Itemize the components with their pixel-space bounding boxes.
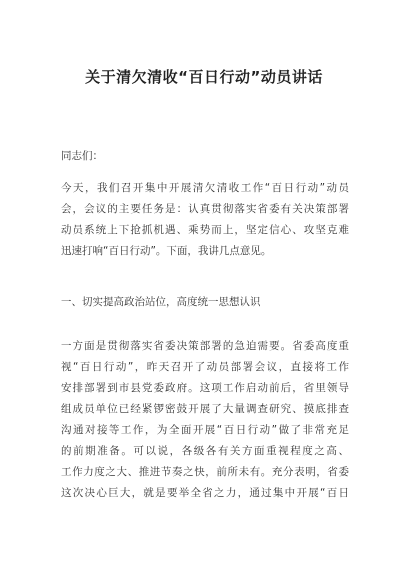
paragraph-line: 工作力度之大、推进节奏之快，前所未有。充分表明，省委 xyxy=(61,466,349,478)
paragraph-line: 这次决心巨大，就是要举全省之力，通过集中开展“百日 xyxy=(61,487,349,499)
paragraph-line: 一方面是贯彻落实省委决策部署的急迫需要。省委高度重 xyxy=(61,340,349,352)
paragraph-line: 动员系统上下抢抓机遇、乘势而上，坚定信心、攻坚克难 xyxy=(61,224,349,236)
paragraph-line: 组成员单位已经紧锣密鼓开展了大量调查研究、摸底排查 xyxy=(61,403,349,415)
paragraph-line: 迅速打响“百日行动”。下面，我讲几点意见。 xyxy=(61,245,272,257)
paragraph-intro xyxy=(61,178,349,262)
paragraph-line: 今天，我们召开集中开展清欠清收工作“百日行动”动员 xyxy=(61,182,349,194)
paragraph-line: 沟通对接等工作，为全面开展“百日行动”做了非常充足 xyxy=(61,424,349,436)
section-heading: 一、切实提高政治站位，高度统一思想认识 xyxy=(61,296,261,308)
paragraph-line: 会，会议的主要任务是：认真贯彻落实省委有关决策部署 xyxy=(61,203,349,215)
paragraph-line: 安排部署到市县党委政府。这项工作启动前后，省里领导 xyxy=(61,382,349,394)
paragraph-line: 视“百日行动”，昨天召开了动员部署会议，直接将工作 xyxy=(61,361,349,373)
paragraph-body xyxy=(61,336,349,504)
paragraph-line: 的前期准备。可以说，各级各有关方面重视程度之高、 xyxy=(61,445,349,457)
document-title: 关于清欠清收“百日行动”动员讲话 xyxy=(85,68,323,86)
salutation: 同志们： xyxy=(61,150,103,162)
